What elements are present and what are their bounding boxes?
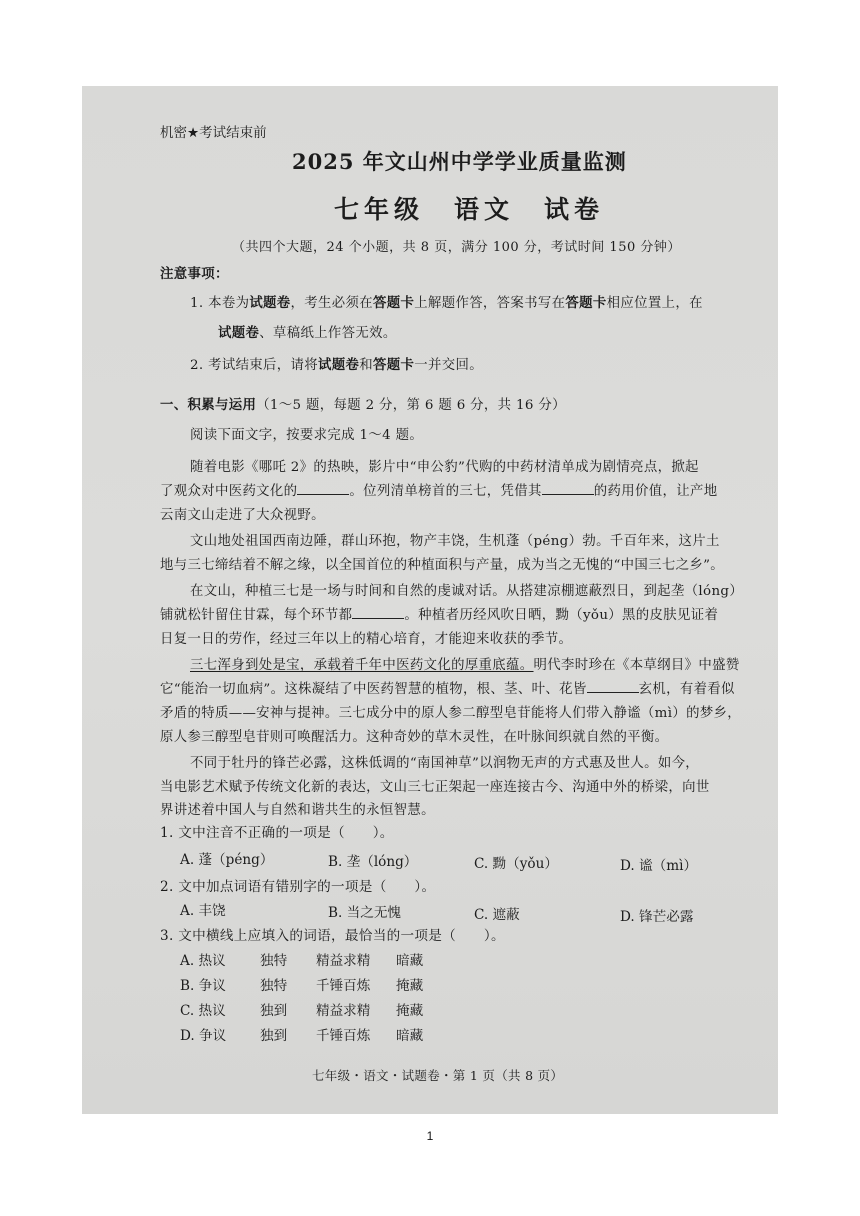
notice-item-2: 2. 考试结束后，请将试题卷和答题卡一并交回。 xyxy=(190,357,483,373)
exam-info: （共四个大题，24 个小题，共 8 页，满分 100 分，考试时间 150 分钟） xyxy=(232,240,681,255)
passage-line: 原人参三醇型皂苷则可唤醒活力。这种奇妙的草木灵性，在叶脉间织就自然的平衡。 xyxy=(160,730,669,745)
question-1-stem: 1. 文中注音不正确的一项是（ ）。 xyxy=(160,825,394,841)
question-1-option-c: C. 黝（yǒu） xyxy=(474,856,558,872)
passage-line: 铺就松针留住甘霖，每个环节都 。种植者历经风吹日晒，黝（yǒu）黑的皮肤见证着 xyxy=(160,608,719,623)
confidential-label: 机密★考试结束前 xyxy=(160,125,267,141)
passage-line: 随着电影《哪吒 2》的热映，影片中“申公豹”代购的中药材清单成为剧情亮点，掀起 xyxy=(190,460,699,475)
question-2-option-a: A. 丰饶 xyxy=(180,903,226,919)
passage-line: 矛盾的特质——安神与提神。三七成分中的原人参二醇型皂苷能将人们带入静谧（mì）的梦乡， xyxy=(160,706,742,721)
passage-line: 文山地处祖国西南边陲，群山环抱，物产丰饶，生机蓬（péng）勃。千百年来，这片土 xyxy=(190,534,720,549)
question-1-option-d: D. 谧（mì） xyxy=(620,858,698,874)
fill-blank xyxy=(352,606,404,619)
passage-line: 了观众对中医药文化的 。位列清单榜首的三七，凭借其 的药用价值，让产地 xyxy=(160,484,718,499)
question-3-option-row: C. 热议 独到 精益求精 掩藏 xyxy=(180,1003,424,1019)
question-1-option-b: B. 垄（lóng） xyxy=(328,854,418,870)
question-2-stem: 2. 文中加点词语有错别字的一项是（ ）。 xyxy=(160,879,436,895)
notice-heading: 注意事项： xyxy=(160,266,229,282)
fill-blank xyxy=(297,482,349,495)
passage-line: 它“能治一切血病”。这株凝结了中医药智慧的植物，根、茎、叶、花皆 玄机，有着看似 xyxy=(160,682,735,697)
fill-blank xyxy=(542,482,594,495)
passage-line: 地与三七缔结着不解之缘，以全国首位的种植面积与产量，成为当之无愧的“中国三七之乡”。 xyxy=(160,558,725,573)
question-3-option-row: A. 热议 独特 精益求精 暗藏 xyxy=(180,953,424,969)
page-number: 1 xyxy=(426,1129,434,1143)
passage-line: 日复一日的劳作，经过三年以上的精心培育，才能迎来收获的季节。 xyxy=(160,632,573,647)
notice-item-1-cont: 试题卷、草稿纸上作答无效。 xyxy=(218,325,397,341)
fill-blank xyxy=(587,680,639,693)
question-3-stem: 3. 文中横线上应填入的词语，最恰当的一项是（ ）。 xyxy=(160,928,505,944)
passage-line: 界讲述着中国人与自然和谐共生的永恒智慧。 xyxy=(160,803,435,818)
section-1-instruction: 阅读下面文字，按要求完成 1～4 题。 xyxy=(190,428,424,443)
question-2-option-d: D. 锋芒必露 xyxy=(620,909,694,925)
passage-line: 三七浑身到处是宝，承载着千年中医药文化的厚重底蕴。明代李时珍在《本草纲目》中盛赞 xyxy=(190,658,740,673)
question-2-option-b: B. 当之无愧 xyxy=(328,905,402,921)
passage-line: 当电影艺术赋予传统文化新的表达，文山三七正架起一座连接古今、沟通中外的桥梁，向世 xyxy=(160,780,710,795)
question-3-option-row: B. 争议 独特 千锤百炼 掩藏 xyxy=(180,978,424,994)
page-footer: 七年级・语文・试题卷・第 1 页（共 8 页） xyxy=(312,1068,564,1083)
underlined-sentence: 三七浑身到处是宝，承载着千年中医药文化的厚重底蕴。 xyxy=(190,658,534,673)
notice-item-1: 1. 本卷为试题卷，考生必须在答题卡上解题作答，答案书写在答题卡相应位置上，在 xyxy=(190,295,703,311)
question-1-option-a: A. 蓬（péng） xyxy=(180,852,274,868)
exam-subtitle: 七年级 语文 试卷 xyxy=(334,195,605,224)
passage-line: 不同于牡丹的锋芒必露，这株低调的“南国神草”以润物无声的方式惠及世人。如今， xyxy=(190,756,700,771)
question-3-option-row: D. 争议 独到 千锤百炼 暗藏 xyxy=(180,1028,424,1044)
passage-line: 云南文山走进了大众视野。 xyxy=(160,508,325,523)
exam-title: 2025 年文山州中学学业质量监测 xyxy=(292,149,627,174)
question-2-option-c: C. 遮蔽 xyxy=(474,907,520,923)
section-1-heading: 一、积累与运用（1～5 题，每题 2 分，第 6 题 6 分，共 16 分） xyxy=(160,397,566,413)
passage-line: 在文山，种植三七是一场与时间和自然的虔诚对话。从搭建凉棚遮蔽烈日，到起垄（lóng） xyxy=(190,584,744,599)
exam-paper-photo xyxy=(82,86,778,1114)
